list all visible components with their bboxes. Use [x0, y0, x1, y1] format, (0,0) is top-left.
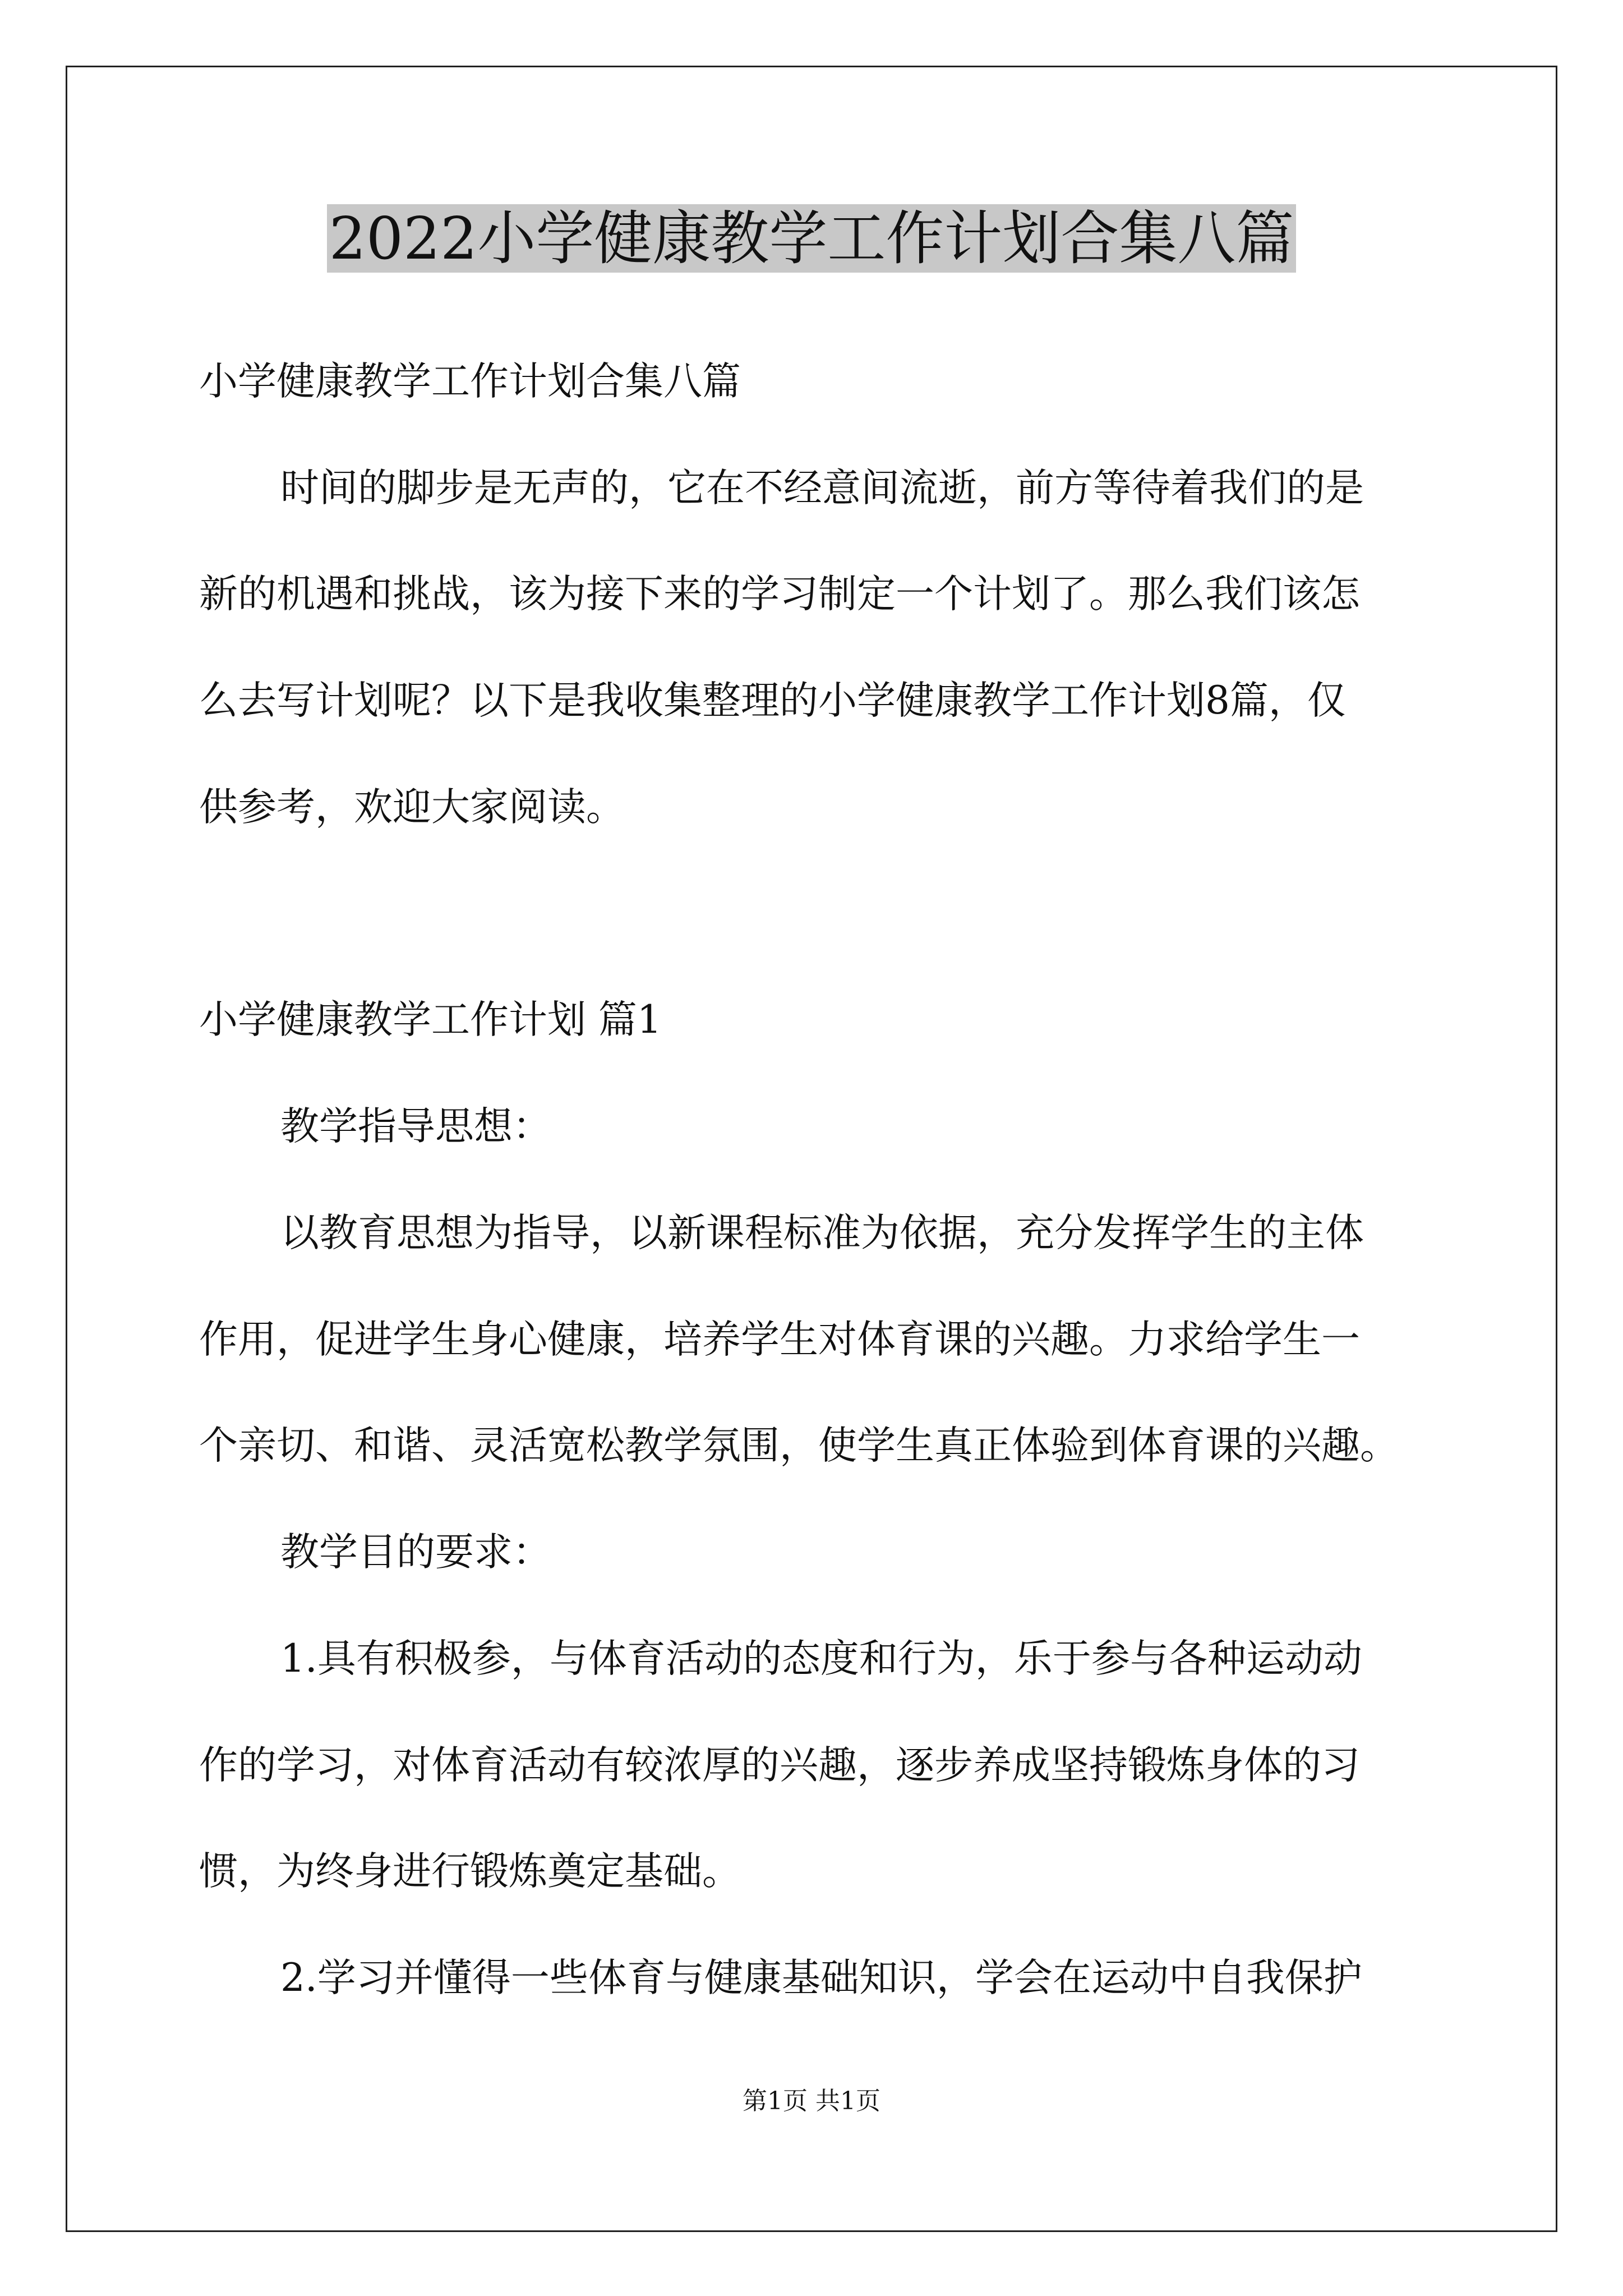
paragraph-line: 以教育思想为指导，以新课程标准为依据，充分发挥学生的主体: [280, 1211, 1364, 1255]
paragraph-line: 供参考，欢迎大家阅读。: [199, 785, 625, 830]
page-footer: 第1页 共1页: [743, 2087, 880, 2115]
paragraph-line: 惯，为终身进行锻炼奠定基础。: [199, 1849, 741, 1894]
section-heading: 小学健康教学工作计划 篇1: [199, 997, 662, 1042]
document-title: [0, 199, 1623, 278]
document-title-text: 2022小学健康教学工作计划合集八篇: [327, 204, 1297, 273]
paragraph-line: 作的学习，对体育活动有较浓厚的兴趣，逐步养成坚持锻炼身体的习: [199, 1743, 1360, 1788]
paragraph-line: 么去写计划呢？以下是我收集整理的小学健康教学工作计划8篇，仅: [199, 678, 1346, 723]
paragraph-line: 时间的脚步是无声的，它在不经意间流逝，前方等待着我们的是: [280, 466, 1364, 510]
paragraph-line: 作用，促进学生身心健康，培养学生对体育课的兴趣。力求给学生一: [199, 1317, 1360, 1362]
paragraph-line: 教学指导思想：: [280, 1104, 551, 1149]
subtitle-line: 小学健康教学工作计划合集八篇: [199, 359, 741, 404]
paragraph-line: 教学目的要求：: [280, 1530, 551, 1575]
paragraph-line: 个亲切、和谐、灵活宽松教学氛围，使学生真正体验到体育课的兴趣。: [199, 1423, 1399, 1468]
paragraph-line: 1.具有积极参，与体育活动的态度和行为，乐于参与各种运动动: [280, 1636, 1362, 1681]
paragraph-line: 新的机遇和挑战，该为接下来的学习制定一个计划了。那么我们该怎: [199, 572, 1360, 616]
paragraph-line: 2.学习并懂得一些体育与健康基础知识，学会在运动中自我保护: [280, 1955, 1362, 2000]
